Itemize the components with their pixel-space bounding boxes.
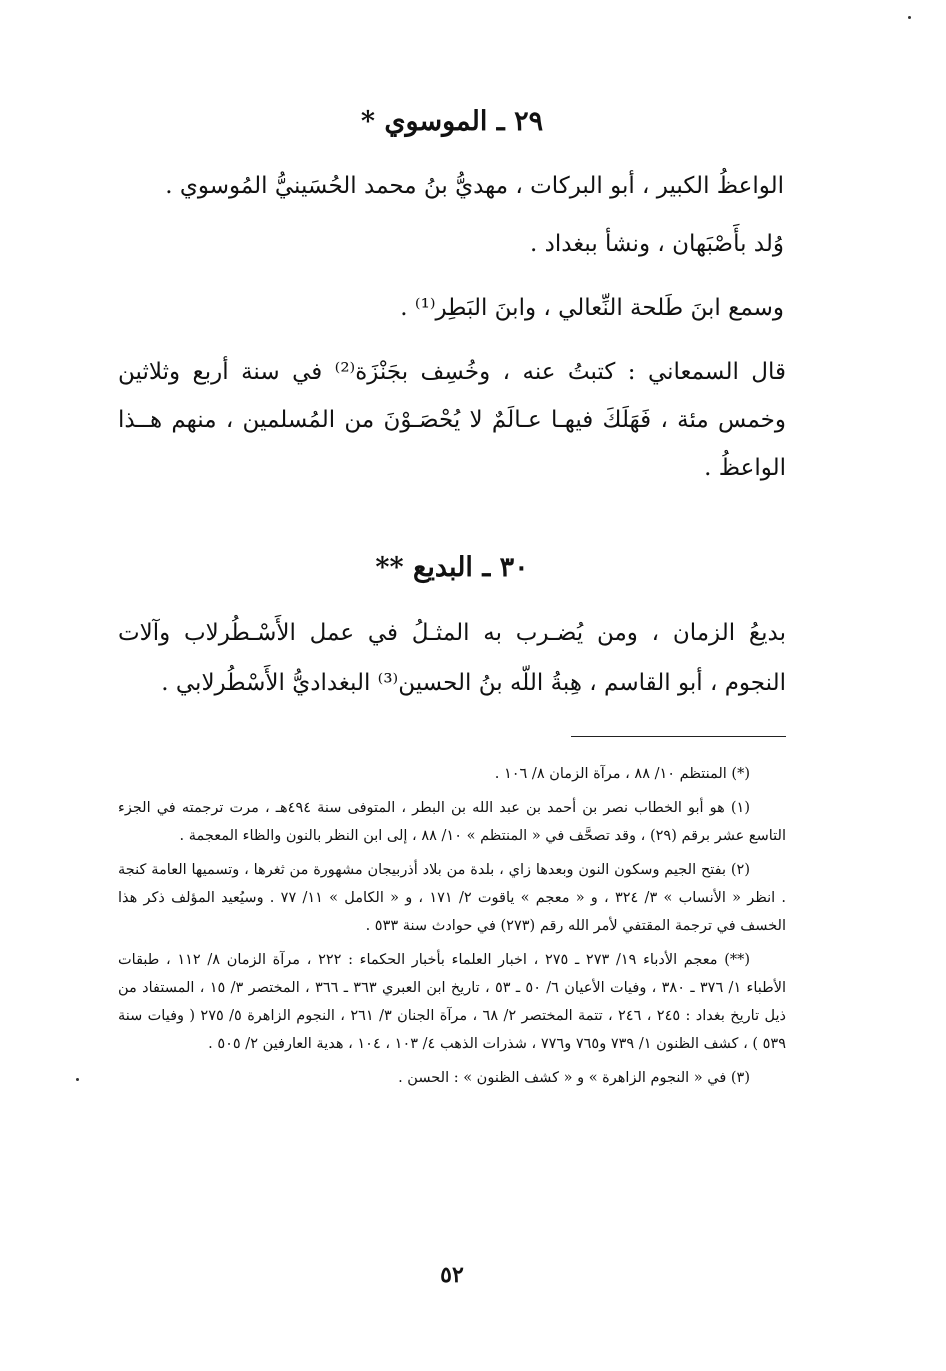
- entry-29-paragraph: وسمع ابنَ طَلحة النِّعالي ، وابنَ البَطِر⁽¹⁾ .: [400, 295, 784, 321]
- page-number: ٥٢: [440, 1262, 464, 1288]
- entry-29-paragraph: وُلد بأَصْبَهان ، ونشأ ببغداد .: [529, 231, 784, 257]
- footnote: (**) معجم الأدباء ١٩/ ٢٧٣ ـ ٢٧٥ ، اخبار العلماء بأخبار الحكماء : ٢٢٢ ، مرآة الزمان ٨/ ١١٢ ، طبقات الأطباء ١/ ٣٧٦ ـ ٣٨٠ ، وفيات الأعيان ٦/ ٥٠ ـ ٥٣ ، تاريخ ابن العبري ٣٦٣ ـ ٣٦٦ ، المختصر ٣/ ١٥ ، المستفاد من ذيل تاريخ بغداد : ٢٤٥ ، ٢٤٦ ، تتمة المختصر ٢/ ٦٨ ، مرآة الجنان ٣/ ٢٦١ ، النجوم الزاهرة ٥/ ٢٧٥ ( وفيات سنة ٥٣٩ ) ، كشف الظنون ١/ ٧٣٩ و٧٦٥ و٧٧٦ ، شذرات الذهب ٤/ ١٠٣ ، ١٠٤ ، هدية العارفين ٢/ ٥٠٥ .: [118, 952, 786, 1052]
- entry-30-paragraph: بديعُ الزمان ، ومن يُضـرب به المثـلُ في عمل الأَسْـطُرلاب وآلات النجوم ، أبو القاسم ، هِبةُ اللّه بنُ الحسين⁽³⁾ البغداديُّ الأَسْطُرلابي .: [118, 620, 786, 696]
- entry-30-heading: ٣٠ ـ البديع **: [375, 552, 529, 583]
- footnote: (*) المنتظم ١٠/ ٨٨ ، مرآة الزمان ٨/ ١٠٦ .: [494, 766, 750, 782]
- footnote-divider: [571, 736, 786, 737]
- scan-speck: [76, 1078, 79, 1081]
- footnote: (٢) بفتح الجيم وسكون النون وبعدها زاي ، بلدة من بلاد أذربيجان مشهورة من ثغرها ، وتسميها العامة كنجة . انظر « الأنساب » ٣/ ٣٢٤ ، و « معجم » ياقوت ٢/ ١٧١ ، و « الكامل » ١١/ ٧٧ . وسيُعيد المؤلف ذكر هذا الخسف في ترجمة المقتفي لأمر الله رقم (٢٧٣) في حوادث سنة ٥٣٣ .: [118, 862, 787, 934]
- entry-29-heading: ٢٩ ـ الموسوي *: [360, 106, 544, 137]
- footnotes: [118, 760, 786, 1098]
- entry-29-paragraph: الواعظُ الكبير ، أبو البركات ، مهديُّ بنُ محمد الحُسَينيُّ المُوسوي .: [165, 173, 784, 199]
- book-page: [118, 0, 786, 1371]
- footnote: (١) هو أبو الخطاب نصر بن أحمد بن عبد الله بن البطر ، المتوفى سنة ٤٩٤هـ ، مرت ترجمته في الجزء التاسع عشر برقم (٢٩) ، وقد تصحَّف في « المنتظم » ١٠/ ٨٨ ، إلى ابن النظر بالنون والظاء المعجمة .: [118, 800, 786, 844]
- footnote: (٣) في « النجوم الزاهرة » و « كشف الظنون » : الحسن .: [398, 1070, 750, 1086]
- scan-speck: [908, 16, 911, 19]
- entry-29-paragraph: قال السمعاني : كتبتُ عنه ، وخُسِف بجَنْزَة⁽²⁾ في سنة أربع وثلاثين وخمس مئة ، فَهَلَكَ فيهـا عـالَمٌ لا يُحْصَـوْنَ من المُسلمين ، منهم هــذا الواعظُ .: [118, 359, 786, 481]
